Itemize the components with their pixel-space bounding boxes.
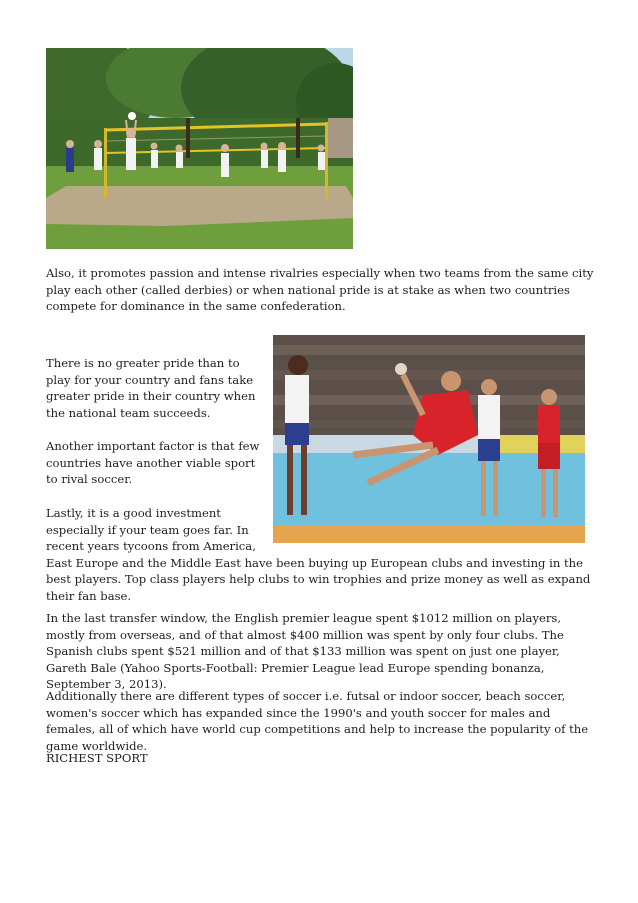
paragraph-transfer-window: In the last transfer window, the English premier league spent $1012 million on players, mostly from overseas, and of that almost $400 million was spent by only four clubs. The Spanish clubs spent $521 million and of that $133 million was spent on just one player, Gareth Bale (Yahoo Sports-Football: Premier League lead Europe spending bonanza, September 3, 2013). xyxy=(46,611,564,692)
wrapped-text-block xyxy=(46,355,592,504)
paragraph-rivalries: Also, it promotes passion and intense rivalries especially when two teams from the same city play each other (called derbies) or when national pride is at stake as when two countries compete for dominance in the same confederation. xyxy=(46,266,594,314)
paragraph-investment: Lastly, it is a good investment especially if your team goes far. In recent years tycoons from America, East Europe and the Middle East have been buying up European clubs and investing in the best players. Top class players help clubs to win trophies and prize money as well as expand their fan base. xyxy=(46,506,591,603)
paragraph-viable-sport: Another important factor is that few countries have another viable sport to rival soccer. xyxy=(46,438,260,487)
volleyball-photo xyxy=(46,48,353,249)
paragraph-soccer-types: Additionally there are different types of soccer i.e. futsal or indoor soccer, beach soccer, women's soccer which has expanded since the 1990's and youth soccer for males and females, all of which have world cup competitions and help to increase the popularity of the game worldwide. xyxy=(46,689,589,753)
section-heading-richest-sport: RICHEST SPORT xyxy=(46,751,148,765)
paragraph-national-pride: There is no greater pride than to play for your country and fans take greater pride in their country when the national team succeeds. xyxy=(46,356,256,420)
paragraph-investment-container xyxy=(46,505,594,605)
